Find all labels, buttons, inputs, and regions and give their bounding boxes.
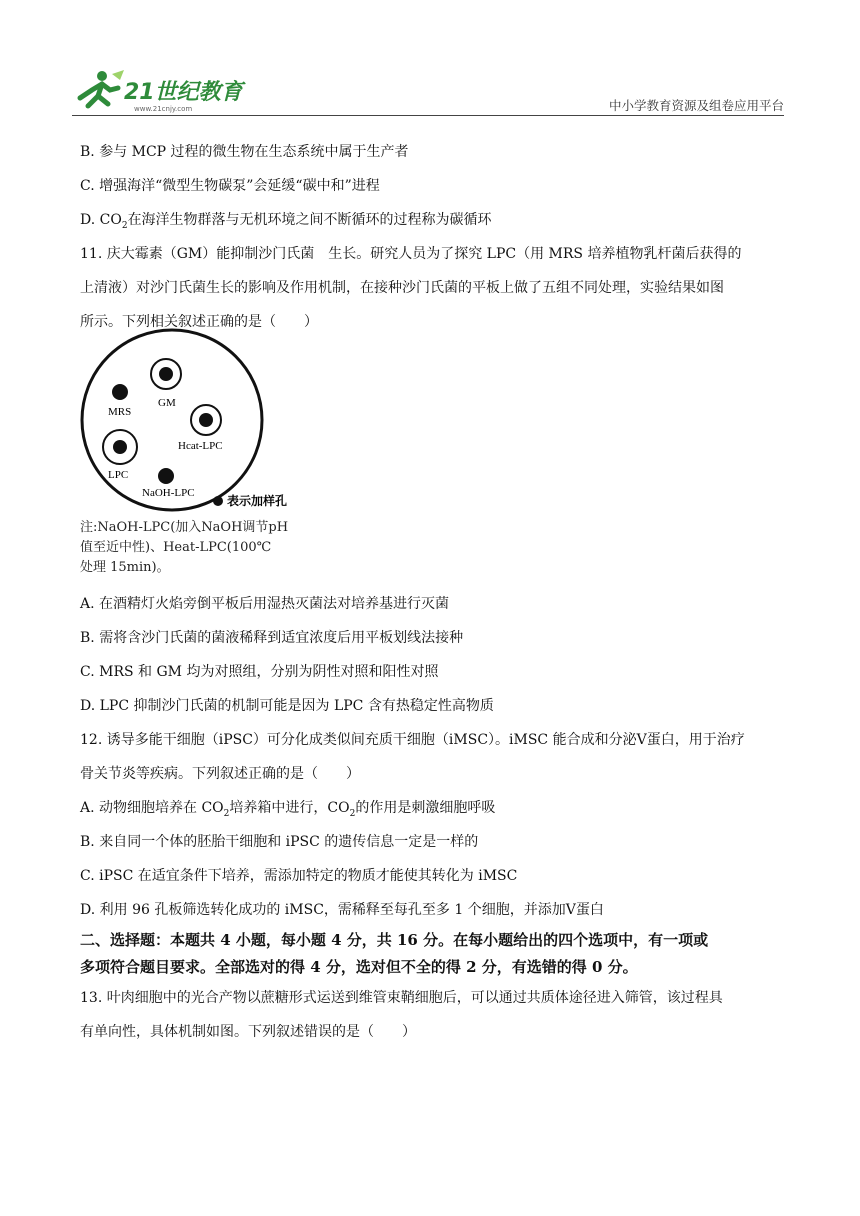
svg-text:www.21cnjy.com: www.21cnjy.com <box>134 105 193 113</box>
legend-well-icon <box>213 496 223 506</box>
svg-text:MRS: MRS <box>108 406 132 418</box>
runner-icon <box>80 70 124 106</box>
q10-option-b: B. 参与 MCP 过程的微生物在生态系统中属于生产者 <box>80 144 409 160</box>
gm-well <box>159 367 173 381</box>
lpc-well <box>113 440 127 454</box>
q11-stem-line2: 上清液）对沙门氏菌生长的影响及作用机制，在接种沙门氏菌的平板上做了五组不同处理，实验结果如图 <box>80 280 724 296</box>
svg-text:Hcat-LPC: Hcat-LPC <box>178 440 223 452</box>
platform-title: 中小学教育资源及组卷应用平台 <box>608 98 784 113</box>
section2-heading-line2: 多项符合题目要求。全部选对的得 4 分，选对但不全的得 2 分，有选错的得 0 分。 <box>80 958 638 976</box>
naoh-lpc-well <box>158 468 174 484</box>
header-divider <box>72 115 784 116</box>
svg-text:NaOH-LPC: NaOH-LPC <box>142 487 195 499</box>
q12-option-b: B. 来自同一个体的胚胎干细胞和 iPSC 的遗传信息一定是一样的 <box>80 834 479 850</box>
heat-lpc-well <box>199 413 213 427</box>
mrs-well <box>112 384 128 400</box>
figure-note: 注:NaOH-LPC(加入NaOH调节pH 值至近中性)、Heat-LPC(100℃ 处理 15min)。 <box>80 520 289 575</box>
q11-option-b: B. 需将含沙门氏菌的菌液稀释到适宜浓度后用平板划线法接种 <box>80 630 464 646</box>
q12-option-d: D. 利用 96 孔板筛选转化成功的 iMSC，需稀释至每孔至多 1 个细胞，并添加Ⅴ蛋白 <box>80 902 604 918</box>
q11-option-a: A. 在酒精灯火焰旁倒平板后用湿热灭菌法对培养基进行灭菌 <box>80 596 450 612</box>
q12-stem-line1: 12. 诱导多能干细胞（iPSC）可分化成类似间充质干细胞（iMSC）。iMSC 能合成和分泌Ⅴ蛋白，用于治疗 <box>80 732 745 748</box>
svg-text:GM: GM <box>158 397 176 409</box>
q10-option-d: D. $CO_2$在海洋生物群落与无机环境之间不断循环的过程称为碳循环 <box>80 212 492 231</box>
q13-stem-line1: 13. 叶肉细胞中的光合产物以蔗糖形式运送到维管束鞘细胞后，可以通过共质体途径进入筛管，该过程具 <box>80 990 723 1006</box>
page-header <box>72 66 784 116</box>
petri-dish <box>82 330 262 510</box>
q13-stem-line2: 有单向性，具体机制如图。下列叙述错误的是（ ） <box>80 1024 416 1040</box>
section2-heading-line1: 二、选择题：本题共 4 小题，每小题 4 分，共 16 分。在每小题给出的四个选项中，有一项或 <box>80 931 709 949</box>
q11-option-d: D. LPC 抑制沙门氏菌的机制可能是因为 LPC 含有热稳定性高物质 <box>80 698 494 714</box>
q11-stem-line3: 所示。下列相关叙述正确的是（ ） <box>80 314 318 330</box>
q12-stem-line2: 骨关节炎等疾病。下列叙述正确的是（ ） <box>80 766 360 782</box>
svg-text:LPC: LPC <box>108 469 129 481</box>
q11-stem-line1: 11. 庆大霉素（GM）能抑制沙门氏菌 生长。研究人员为了探究 LPC（用 MRS 培养植物乳杆菌后获得的 <box>80 246 742 262</box>
svg-text:21世纪教育: 21世纪教育 <box>124 80 243 105</box>
q12-option-a: A. 动物细胞培养在 $CO_2$培养箱中进行，$CO_2$的作用是刺激细胞呼吸 <box>80 800 496 819</box>
svg-text:表示加样孔: 表示加样孔 <box>227 494 288 508</box>
q11-option-c: C. MRS 和 GM 均为对照组，分别为阴性对照和阳性对照 <box>80 664 439 680</box>
logo-21cnjy <box>72 66 272 114</box>
q10-option-c: C. 增强海洋“微型生物碳泵”会延缓“碳中和”进程 <box>80 178 380 194</box>
q12-option-c: C. iPSC 在适宜条件下培养，需添加特定的物质才能使其转化为 iMSC <box>80 868 518 884</box>
